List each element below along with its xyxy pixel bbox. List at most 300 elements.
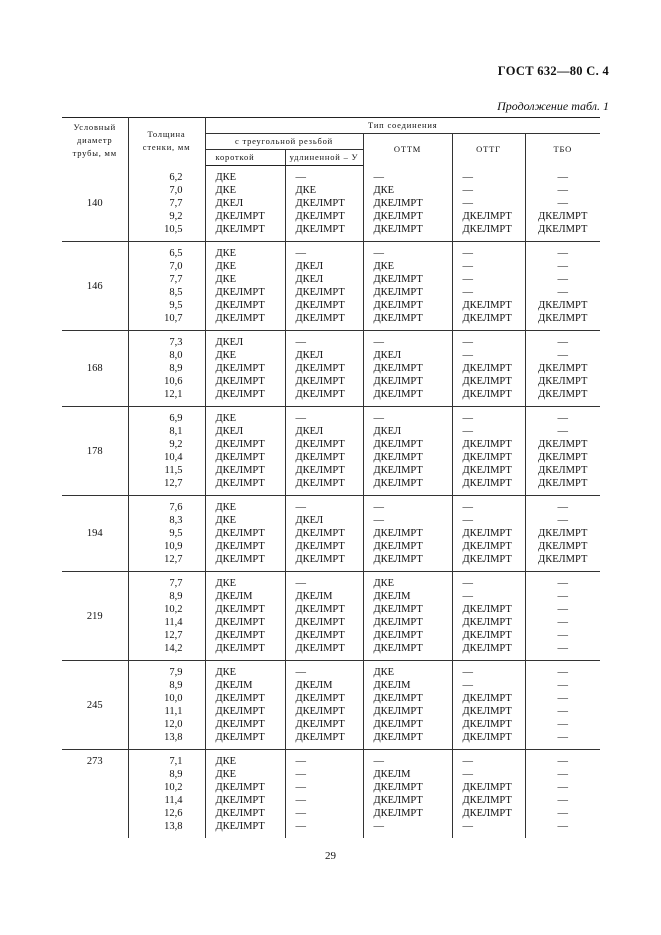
cell-value: ДКЕЛМРТ bbox=[373, 452, 423, 463]
cell-value: — bbox=[373, 413, 384, 424]
cell-value: ДКЕЛМРТ bbox=[373, 643, 423, 654]
cell-value: ДКЕЛМРТ bbox=[295, 693, 345, 704]
cell-value: — bbox=[373, 337, 384, 348]
short-thread-cell bbox=[205, 572, 285, 661]
cell-value: ДКЕ bbox=[295, 185, 317, 196]
header-tbo: ТБО bbox=[525, 134, 600, 166]
cell-value: ДКЕЛМРТ bbox=[215, 604, 265, 615]
header-ottg: ОТТГ bbox=[452, 134, 525, 166]
ottm-cell bbox=[363, 661, 452, 750]
cell-value: 13,8 bbox=[164, 821, 183, 832]
cell-value: — bbox=[557, 667, 568, 678]
cell-value: ДКЕЛМРТ bbox=[215, 287, 265, 298]
cell-value: ДКЕЛМРТ bbox=[462, 554, 512, 565]
cell-value: — bbox=[557, 604, 568, 615]
cell-value: ДКЕЛМРТ bbox=[538, 210, 588, 222]
cell-value: ДКЕ bbox=[215, 172, 237, 183]
cell-value: ДКЕЛ bbox=[215, 426, 244, 437]
cell-value: — bbox=[557, 515, 568, 526]
cell-value: — bbox=[462, 578, 473, 589]
extended-thread-cell bbox=[285, 331, 363, 407]
cell-value: — bbox=[373, 502, 384, 513]
cell-value: ДКЕЛМРТ bbox=[373, 210, 423, 222]
wall-thickness-cell bbox=[128, 661, 205, 750]
wall-thickness-cell bbox=[128, 331, 205, 407]
cell-value: ДКЕЛМРТ bbox=[373, 617, 423, 628]
cell-value: — bbox=[557, 756, 568, 767]
cell-value: — bbox=[557, 693, 568, 704]
cell-value: 8,9 bbox=[169, 769, 183, 780]
cell-value: ДКЕЛМРТ bbox=[295, 389, 345, 400]
cell-value: ДКЕЛМРТ bbox=[215, 528, 265, 539]
cell-value: ДКЕЛМРТ bbox=[215, 363, 265, 374]
cell-value: — bbox=[462, 274, 473, 285]
tbo-cell bbox=[525, 242, 600, 331]
extended-thread-cell bbox=[285, 407, 363, 496]
short-thread-cell bbox=[205, 242, 285, 331]
cell-value: — bbox=[557, 261, 568, 272]
cell-value: 9,2 bbox=[169, 439, 183, 450]
cell-value: ДКЕЛМРТ bbox=[215, 465, 265, 476]
cell-value: ДКЕЛМРТ bbox=[462, 478, 512, 489]
cell-value: ДКЕЛМРТ bbox=[295, 313, 345, 324]
cell-value: — bbox=[295, 756, 306, 767]
extended-thread-cell bbox=[285, 661, 363, 750]
page-number: 29 bbox=[325, 850, 336, 862]
cell-value: ДКЕЛМРТ bbox=[373, 554, 423, 565]
cell-value: 8,9 bbox=[169, 591, 183, 602]
cell-value: ДКЕЛМРТ bbox=[373, 604, 423, 615]
cell-value: ДКЕЛМРТ bbox=[462, 604, 512, 615]
wall-thickness-cell bbox=[128, 750, 205, 839]
cell-value: 7,0 bbox=[169, 261, 183, 272]
table-body bbox=[62, 166, 600, 839]
cell-value: ДКЕЛ bbox=[295, 350, 324, 361]
cell-value: — bbox=[462, 337, 473, 348]
cell-value: ДКЕЛМ bbox=[295, 680, 333, 691]
cell-value: — bbox=[462, 756, 473, 767]
cell-value: ДКЕЛ bbox=[215, 198, 244, 209]
cell-value: — bbox=[295, 795, 306, 806]
ottm-cell bbox=[363, 331, 452, 407]
cell-value: 10,9 bbox=[164, 541, 183, 552]
cell-value: — bbox=[462, 261, 473, 272]
cell-value: — bbox=[557, 591, 568, 602]
table-caption: Продолжение табл. 1 bbox=[497, 99, 609, 113]
cell-value: ДКЕЛМРТ bbox=[373, 719, 423, 730]
cell-value: ДКЕЛМРТ bbox=[538, 439, 588, 450]
cell-value: ДКЕЛМ bbox=[215, 680, 253, 691]
extended-thread-cell bbox=[285, 242, 363, 331]
tbo-cell bbox=[525, 166, 600, 242]
cell-value: ДКЕЛМ bbox=[373, 591, 411, 602]
cell-value: 11,1 bbox=[164, 706, 183, 717]
cell-value: ДКЕЛМРТ bbox=[215, 617, 265, 628]
table-row bbox=[62, 496, 600, 572]
cell-value: ДКЕЛМРТ bbox=[295, 604, 345, 615]
cell-value: ДКЕ bbox=[215, 274, 237, 285]
cell-value: 7,1 bbox=[169, 756, 183, 767]
header-extended: удлиненной – У bbox=[285, 150, 363, 166]
cell-value: ДКЕЛМРТ bbox=[295, 541, 345, 552]
cell-value: — bbox=[557, 617, 568, 628]
cell-value: — bbox=[557, 782, 568, 793]
wall-thickness-cell bbox=[128, 242, 205, 331]
cell-value: 11,4 bbox=[164, 795, 183, 806]
cell-value: — bbox=[557, 337, 568, 348]
tbo-cell bbox=[525, 661, 600, 750]
cell-value: — bbox=[557, 821, 568, 832]
cell-value: 12,6 bbox=[164, 808, 183, 819]
cell-value: — bbox=[462, 502, 473, 513]
cell-value: ДКЕЛМРТ bbox=[373, 795, 423, 806]
diameter-cell: 146 bbox=[62, 242, 128, 331]
cell-value: 8,0 bbox=[169, 350, 183, 361]
cell-value: ДКЕЛМРТ bbox=[215, 389, 265, 400]
cell-value: — bbox=[295, 667, 306, 678]
cell-value: ДКЕЛМРТ bbox=[462, 808, 512, 819]
cell-value: ДКЕ bbox=[215, 667, 237, 678]
cell-value: 11,5 bbox=[164, 465, 183, 476]
cell-value: ДКЕЛМРТ bbox=[215, 300, 265, 311]
tbo-cell bbox=[525, 407, 600, 496]
cell-value: — bbox=[462, 287, 473, 298]
cell-value: 7,7 bbox=[169, 578, 183, 589]
diameter-cell: 245 bbox=[62, 661, 128, 750]
cell-value: — bbox=[557, 769, 568, 780]
wall-thickness-cell bbox=[128, 407, 205, 496]
cell-value: ДКЕЛМРТ bbox=[215, 643, 265, 654]
cell-value: ДКЕЛМРТ bbox=[215, 554, 265, 565]
cell-value: — bbox=[557, 795, 568, 806]
cell-value: — bbox=[295, 769, 306, 780]
cell-value: ДКЕЛМРТ bbox=[215, 630, 265, 641]
cell-value: — bbox=[557, 287, 568, 298]
cell-value: — bbox=[557, 413, 568, 424]
cell-value: — bbox=[557, 502, 568, 513]
cell-value: ДКЕ bbox=[215, 769, 237, 780]
cell-value: ДКЕЛМРТ bbox=[215, 719, 265, 730]
diameter-cell: 140 bbox=[62, 166, 128, 242]
ottg-cell bbox=[452, 242, 525, 331]
cell-value: ДКЕЛМРТ bbox=[215, 541, 265, 552]
cell-value: ДКЕЛМ bbox=[373, 769, 411, 780]
cell-value: ДКЕЛМРТ bbox=[538, 554, 588, 565]
cell-value: ДКЕЛМРТ bbox=[538, 300, 588, 311]
cell-value: ДКЕЛМРТ bbox=[373, 478, 423, 489]
cell-value: ДКЕЛМРТ bbox=[295, 554, 345, 565]
cell-value: 12,7 bbox=[164, 554, 183, 565]
cell-value: — bbox=[557, 680, 568, 691]
cell-value: ДКЕЛМРТ bbox=[373, 313, 423, 324]
cell-value: ДКЕЛМРТ bbox=[538, 376, 588, 387]
cell-value: 9,5 bbox=[169, 528, 183, 539]
cell-value: ДКЕЛМРТ bbox=[295, 719, 345, 730]
diameter-cell: 273 bbox=[62, 750, 128, 839]
header-connection-type: Тип соединения bbox=[205, 118, 600, 134]
cell-value: ДКЕЛМРТ bbox=[462, 630, 512, 641]
cell-value: 8,3 bbox=[169, 515, 183, 526]
cell-value: ДКЕЛМРТ bbox=[215, 706, 265, 717]
cell-value: ДКЕЛМРТ bbox=[462, 363, 512, 374]
cell-value: ДКЕЛ bbox=[295, 274, 324, 285]
cell-value: ДКЕЛМРТ bbox=[538, 223, 588, 235]
cell-value: ДКЕЛ bbox=[373, 426, 402, 437]
cell-value: ДКЕЛМРТ bbox=[295, 198, 345, 209]
cell-value: ДКЕЛМРТ bbox=[215, 821, 265, 832]
cell-value: ДКЕЛМРТ bbox=[373, 630, 423, 641]
cell-value: ДКЕЛМРТ bbox=[373, 376, 423, 387]
cell-value: — bbox=[462, 821, 473, 832]
cell-value: ДКЕЛМРТ bbox=[295, 528, 345, 539]
cell-value: ДКЕ bbox=[373, 667, 395, 678]
cell-value: 6,2 bbox=[169, 171, 183, 183]
cell-value: 10,0 bbox=[164, 693, 183, 704]
cell-value: ДКЕЛМРТ bbox=[373, 782, 423, 793]
cell-value: 7,3 bbox=[169, 337, 183, 348]
short-thread-cell bbox=[205, 331, 285, 407]
ottg-cell bbox=[452, 331, 525, 407]
cell-value: 6,9 bbox=[169, 413, 183, 424]
cell-value: 9,2 bbox=[169, 210, 183, 222]
cell-value: 14,2 bbox=[164, 643, 183, 654]
short-thread-cell bbox=[205, 407, 285, 496]
cell-value: 6,5 bbox=[169, 248, 183, 259]
tbo-cell bbox=[525, 496, 600, 572]
cell-value: 10,4 bbox=[164, 452, 183, 463]
ottm-cell bbox=[363, 407, 452, 496]
ottg-cell bbox=[452, 166, 525, 242]
cell-value: ДКЕЛМРТ bbox=[462, 223, 512, 235]
cell-value: — bbox=[557, 171, 568, 183]
cell-value: ДКЕЛМРТ bbox=[295, 363, 345, 374]
table-row bbox=[62, 331, 600, 407]
cell-value: — bbox=[295, 502, 306, 513]
short-thread-cell bbox=[205, 496, 285, 572]
cell-value: ДКЕЛМРТ bbox=[295, 300, 345, 311]
cell-value: ДКЕЛМРТ bbox=[215, 313, 265, 324]
cell-value: 7,6 bbox=[169, 502, 183, 513]
cell-value: ДКЕЛМРТ bbox=[373, 808, 423, 819]
cell-value: — bbox=[462, 184, 473, 196]
cell-value: — bbox=[557, 197, 568, 209]
cell-value: ДКЕ bbox=[215, 578, 237, 589]
cell-value: ДКЕЛМРТ bbox=[462, 210, 512, 222]
cell-value: — bbox=[557, 808, 568, 819]
extended-thread-cell bbox=[285, 166, 363, 242]
cell-value: — bbox=[373, 515, 384, 526]
cell-value: ДКЕЛМРТ bbox=[462, 389, 512, 400]
cell-value: 10,2 bbox=[164, 604, 183, 615]
cell-value: ДКЕЛМРТ bbox=[295, 706, 345, 717]
extended-thread-cell bbox=[285, 496, 363, 572]
cell-value: — bbox=[462, 197, 473, 209]
short-thread-cell bbox=[205, 166, 285, 242]
cell-value: — bbox=[295, 808, 306, 819]
cell-value: ДКЕ bbox=[215, 413, 237, 424]
cell-value: ДКЕЛМРТ bbox=[373, 363, 423, 374]
cell-value: ДКЕЛМРТ bbox=[215, 782, 265, 793]
cell-value: — bbox=[295, 337, 306, 348]
cell-value: ДКЕЛМРТ bbox=[295, 287, 345, 298]
cell-value: ДКЕ bbox=[373, 578, 395, 589]
table-row bbox=[62, 166, 600, 242]
cell-value: 7,9 bbox=[169, 667, 183, 678]
short-thread-cell bbox=[205, 750, 285, 839]
cell-value: 12,0 bbox=[164, 719, 183, 730]
extended-thread-cell bbox=[285, 572, 363, 661]
cell-value: ДКЕЛМРТ bbox=[215, 732, 265, 743]
cell-value: ДКЕ bbox=[215, 756, 237, 767]
cell-value: ДКЕЛМ bbox=[373, 680, 411, 691]
cell-value: ДКЕЛМРТ bbox=[538, 389, 588, 400]
cell-value: ДКЕЛМРТ bbox=[295, 376, 345, 387]
cell-value: — bbox=[462, 591, 473, 602]
cell-value: ДКЕЛМРТ bbox=[295, 224, 345, 235]
cell-value: ДКЕЛМРТ bbox=[538, 452, 588, 463]
cell-value: ДКЕЛМРТ bbox=[462, 313, 512, 324]
cell-value: ДКЕЛМРТ bbox=[373, 706, 423, 717]
cell-value: — bbox=[557, 719, 568, 730]
cell-value: ДКЕЛМРТ bbox=[215, 808, 265, 819]
header-diameter: Условный диаметр трубы, мм bbox=[62, 118, 128, 166]
ottm-cell bbox=[363, 496, 452, 572]
cell-value: ДКЕЛМРТ bbox=[295, 643, 345, 654]
cell-value: ДКЕЛМРТ bbox=[215, 439, 265, 450]
cell-value: ДКЕЛ bbox=[295, 515, 324, 526]
cell-value: ДКЕ bbox=[215, 261, 237, 272]
cell-value: ДКЕЛМРТ bbox=[215, 693, 265, 704]
ottg-cell bbox=[452, 572, 525, 661]
cell-value: ДКЕ bbox=[215, 248, 237, 259]
tbo-cell bbox=[525, 331, 600, 407]
cell-value: ДКЕЛМРТ bbox=[215, 452, 265, 463]
cell-value: — bbox=[462, 413, 473, 424]
cell-value: — bbox=[557, 578, 568, 589]
cell-value: — bbox=[462, 769, 473, 780]
cell-value: — bbox=[557, 706, 568, 717]
cell-value: ДКЕЛМРТ bbox=[295, 732, 345, 743]
cell-value: ДКЕЛМРТ bbox=[295, 465, 345, 476]
cell-value: ДКЕЛМРТ bbox=[538, 363, 588, 374]
cell-value: ДКЕЛМРТ bbox=[295, 439, 345, 450]
cell-value: — bbox=[295, 578, 306, 589]
cell-value: ДКЕЛМРТ bbox=[373, 274, 423, 285]
cell-value: 13,8 bbox=[164, 732, 183, 743]
cell-value: ДКЕ bbox=[373, 261, 395, 272]
cell-value: ДКЕЛМРТ bbox=[462, 719, 512, 730]
cell-value: 7,0 bbox=[169, 184, 183, 196]
cell-value: 10,6 bbox=[164, 376, 183, 387]
diameter-cell: 178 bbox=[62, 407, 128, 496]
table-row bbox=[62, 750, 600, 839]
cell-value: ДКЕЛМРТ bbox=[462, 732, 512, 743]
cell-value: — bbox=[557, 643, 568, 654]
page-header: ГОСТ 632—80 С. 4 bbox=[497, 64, 609, 78]
cell-value: — bbox=[462, 515, 473, 526]
cell-value: ДКЕЛМРТ bbox=[462, 465, 512, 476]
cell-value: — bbox=[373, 248, 384, 259]
cell-value: 11,4 bbox=[164, 617, 183, 628]
cell-value: ДКЕЛМРТ bbox=[373, 465, 423, 476]
table-row bbox=[62, 661, 600, 750]
cell-value: — bbox=[557, 732, 568, 743]
header-short: короткой bbox=[205, 150, 285, 166]
cell-value: ДКЕЛМРТ bbox=[295, 617, 345, 628]
cell-value: ДКЕ bbox=[215, 502, 237, 513]
cell-value: — bbox=[557, 350, 568, 361]
ottg-cell bbox=[452, 661, 525, 750]
cell-value: 8,1 bbox=[169, 426, 183, 437]
cell-value: — bbox=[557, 274, 568, 285]
cell-value: ДКЕ bbox=[373, 184, 395, 196]
cell-value: ДКЕЛМРТ bbox=[462, 300, 512, 311]
cell-value: ДКЕЛМРТ bbox=[462, 617, 512, 628]
cell-value: 10,5 bbox=[164, 223, 183, 235]
cell-value: ДКЕЛМРТ bbox=[462, 795, 512, 806]
short-thread-cell bbox=[205, 661, 285, 750]
cell-value: ДКЕЛМРТ bbox=[373, 732, 423, 743]
cell-value: 9,5 bbox=[169, 300, 183, 311]
diameter-cell: 219 bbox=[62, 572, 128, 661]
table-row bbox=[62, 572, 600, 661]
cell-value: 8,5 bbox=[169, 287, 183, 298]
cell-value: ДКЕЛМРТ bbox=[373, 197, 423, 209]
cell-value: ДКЕ bbox=[215, 515, 237, 526]
cell-value: 12,1 bbox=[164, 389, 183, 400]
cell-value: ДКЕЛМРТ bbox=[538, 541, 588, 552]
cell-value: ДКЕЛМРТ bbox=[215, 211, 265, 222]
ottg-cell bbox=[452, 407, 525, 496]
cell-value: 10,7 bbox=[164, 313, 183, 324]
cell-value: ДКЕЛМРТ bbox=[215, 376, 265, 387]
diameter-cell: 194 bbox=[62, 496, 128, 572]
cell-value: — bbox=[557, 630, 568, 641]
wall-thickness-cell bbox=[128, 496, 205, 572]
extended-thread-cell bbox=[285, 750, 363, 839]
cell-value: ДКЕ bbox=[215, 185, 237, 196]
cell-value: — bbox=[295, 782, 306, 793]
cell-value: — bbox=[462, 248, 473, 259]
cell-value: — bbox=[557, 248, 568, 259]
ottg-cell bbox=[452, 750, 525, 839]
cell-value: ДКЕЛМРТ bbox=[373, 300, 423, 311]
tbo-cell bbox=[525, 750, 600, 839]
cell-value: 12,7 bbox=[164, 630, 183, 641]
ottm-cell bbox=[363, 166, 452, 242]
wall-thickness-cell bbox=[128, 166, 205, 242]
cell-value: — bbox=[462, 680, 473, 691]
cell-value: ДКЕЛМРТ bbox=[462, 706, 512, 717]
cell-value: 10,2 bbox=[164, 782, 183, 793]
tbo-cell bbox=[525, 572, 600, 661]
cell-value: ДКЕЛМРТ bbox=[462, 782, 512, 793]
cell-value: — bbox=[557, 184, 568, 196]
cell-value: ДКЕЛМ bbox=[295, 591, 333, 602]
cell-value: ДКЕЛМРТ bbox=[462, 643, 512, 654]
cell-value: ДКЕЛМРТ bbox=[215, 478, 265, 489]
cell-value: ДКЕЛМРТ bbox=[215, 224, 265, 235]
cell-value: — bbox=[295, 413, 306, 424]
cell-value: — bbox=[557, 426, 568, 437]
cell-value: ДКЕЛМРТ bbox=[373, 223, 423, 235]
cell-value: ДКЕЛМРТ bbox=[373, 693, 423, 704]
ottg-cell bbox=[452, 496, 525, 572]
cell-value: 7,7 bbox=[169, 197, 183, 209]
wall-thickness-cell bbox=[128, 572, 205, 661]
cell-value: — bbox=[295, 172, 306, 183]
cell-value: — bbox=[295, 821, 306, 832]
